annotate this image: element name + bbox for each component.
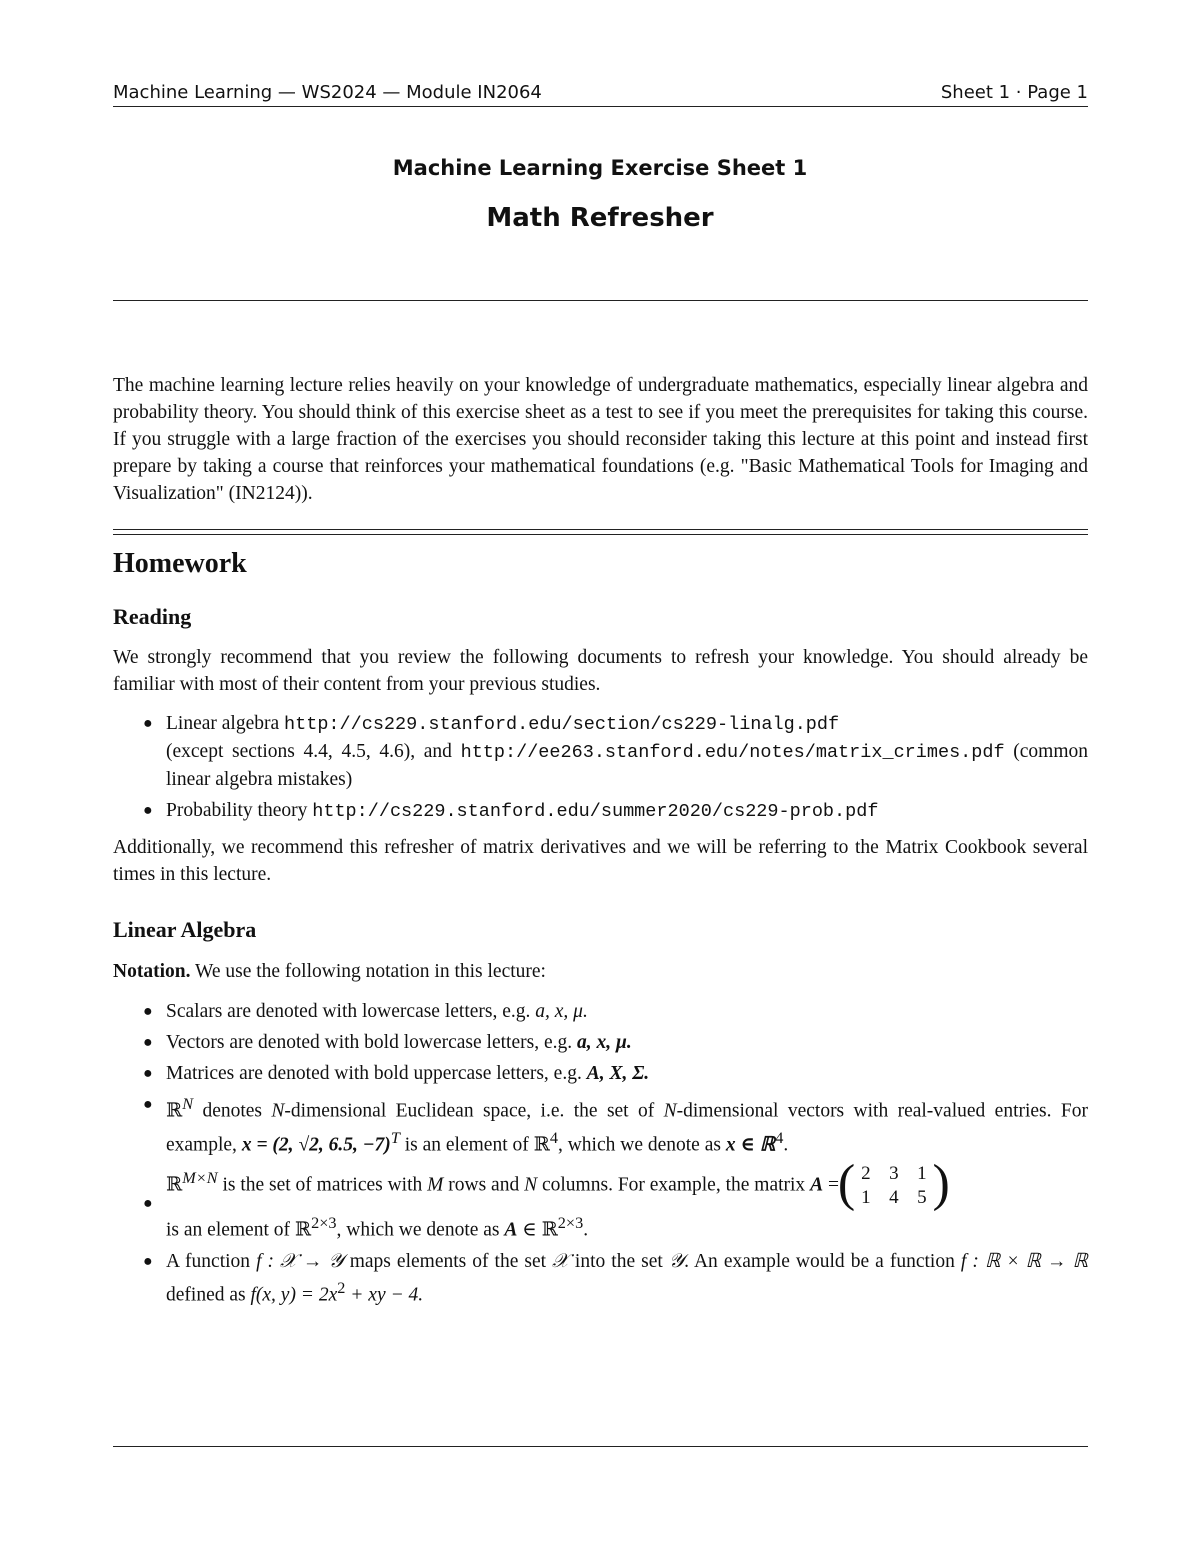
- bullet-icon: ●: [143, 715, 153, 732]
- item-text: , which we denote as: [336, 1219, 505, 1241]
- linalg-link[interactable]: http://cs229.stanford.edu/section/cs229-linalg.pdf: [284, 714, 840, 735]
- math: ∈ ℝ: [517, 1219, 558, 1241]
- matrix-row: [852, 1162, 936, 1186]
- math: a, x, μ.: [576, 1032, 632, 1053]
- example-matrix: [837, 1155, 950, 1212]
- list-item: [113, 797, 1088, 825]
- math: M: [427, 1174, 444, 1196]
- list-item: [113, 1248, 1088, 1309]
- list-item: [113, 1029, 1088, 1056]
- list-item: [113, 710, 1088, 793]
- item-text: Vectors are denoted with bold lowercase letters, e.g.: [166, 1032, 577, 1053]
- item-text: (except sections 4.4, 4.5, 4.6), and: [166, 741, 461, 762]
- math: f(x, y) = 2x: [250, 1284, 338, 1305]
- header-rule: [113, 106, 1088, 107]
- notation-text: We use the following notation in this lecture:: [190, 961, 546, 982]
- math: A, X, Σ.: [586, 1063, 650, 1084]
- list-item: [113, 1091, 1088, 1158]
- math: 𝒳: [552, 1250, 569, 1272]
- prob-link[interactable]: http://cs229.stanford.edu/summer2020/cs229-prob.pdf: [312, 801, 879, 822]
- item-text: -dimensional Euclidean space, i.e. the set of: [284, 1100, 664, 1122]
- math: + xy − 4.: [345, 1284, 424, 1305]
- bullet-icon: ●: [143, 1003, 153, 1020]
- math: T: [390, 1128, 400, 1147]
- matrix-cell: 1: [917, 1163, 927, 1184]
- intro-paragraph: The machine learning lecture relies heavily on your knowledge of undergraduate mathematics, especially linear algebra and probability theory. You should think of this exercise sheet as a test to see if you meet the prerequisites for taking this course. If you struggle with a large fraction of the exercises you should reconsider taking this lecture at this point and instead first prepare by taking a course that reinforces your mathematical foundations (e.g. "Basic Mathematical Tools for Imaging and Visualization" (IN2124)).: [113, 375, 1088, 504]
- item-text: Scalars are denoted with lowercase letters, e.g.: [166, 1001, 536, 1022]
- math: ℝ: [166, 1174, 183, 1196]
- header-course: Machine Learning — WS2024 — Module IN2064: [113, 82, 542, 103]
- matrix-cell: 1: [861, 1187, 871, 1208]
- math: x = (2, √2, 6.5, −7): [241, 1134, 391, 1155]
- math: A: [504, 1219, 518, 1241]
- matrix-cell: 4: [889, 1187, 899, 1208]
- item-text: (common linear algebra mistakes): [166, 741, 1088, 790]
- homework-heading: Homework: [113, 548, 247, 579]
- reading-heading: Reading: [113, 604, 192, 629]
- math: f : ℝ × ℝ → ℝ: [960, 1250, 1088, 1272]
- left-paren: (: [837, 1155, 856, 1212]
- matrix-crimes-link[interactable]: http://ee263.stanford.edu/notes/matrix_crimes.pdf: [460, 742, 1005, 763]
- item-text: , which we denote as: [557, 1134, 726, 1155]
- reading-list: [113, 710, 1088, 825]
- item-text: is the set of matrices with: [217, 1174, 428, 1196]
- list-item: [113, 998, 1088, 1025]
- matrix-row: [852, 1186, 936, 1210]
- math: f : 𝒳 → 𝒴: [256, 1250, 344, 1272]
- math: 4: [549, 1128, 558, 1147]
- math: x ∈ ℝ: [725, 1134, 776, 1155]
- math: 4: [775, 1128, 784, 1147]
- bullet-icon: ●: [143, 1252, 153, 1270]
- bullet-icon: ●: [143, 1065, 153, 1082]
- matrix-cell: 2: [861, 1163, 871, 1184]
- math: ℝ: [166, 1100, 183, 1122]
- sheet-title: Machine Learning Exercise Sheet 1: [392, 156, 808, 180]
- item-label: Linear algebra: [166, 713, 285, 734]
- item-text: A function: [166, 1250, 257, 1272]
- notation-label: Notation.: [113, 961, 191, 982]
- bullet-icon: ●: [143, 1034, 153, 1051]
- matrix-cell: 5: [917, 1187, 927, 1208]
- item-text: .: [783, 1134, 789, 1155]
- sheet-subtitle: Math Refresher: [486, 203, 714, 233]
- item-text: rows and: [443, 1174, 525, 1196]
- footer-rule: [113, 1446, 1088, 1447]
- math: 𝒴: [668, 1250, 685, 1272]
- math: a, x, μ.: [535, 1001, 588, 1022]
- matrix-cell: 3: [889, 1163, 899, 1184]
- notation-intro: [113, 958, 1088, 985]
- reading-outro: Additionally, we recommend this refresher of matrix derivatives and we will be referring to the Matrix Cookbook several times in this lecture.: [113, 837, 1088, 885]
- list-item: [113, 1155, 1088, 1244]
- reading-intro: We strongly recommend that you review the following documents to refresh your knowledge. You should already be familiar with most of their content from your previous studies.: [113, 647, 1088, 695]
- item-text: . An example would be a function: [684, 1250, 961, 1272]
- math: N: [663, 1100, 677, 1122]
- notation-list: [113, 998, 1088, 1308]
- item-text: is an element of ℝ: [399, 1134, 550, 1155]
- item-text: .: [583, 1219, 589, 1241]
- item-label: Probability theory: [166, 800, 313, 821]
- item-text: columns. For example, the matrix: [537, 1174, 811, 1196]
- double-rule-bottom: [113, 534, 1088, 535]
- linear-algebra-heading: Linear Algebra: [113, 917, 257, 942]
- bullet-icon: ●: [143, 1096, 153, 1113]
- title-rule: [113, 300, 1088, 301]
- right-paren: ): [932, 1155, 950, 1212]
- item-text: into the set: [568, 1250, 669, 1272]
- math: A: [810, 1174, 824, 1196]
- bullet-icon: ●: [143, 802, 153, 819]
- item-text: Matrices are denoted with bold uppercase letters, e.g.: [166, 1063, 587, 1084]
- item-text: maps elements of the set: [343, 1250, 553, 1272]
- list-item: [113, 1060, 1088, 1087]
- math: N: [182, 1095, 194, 1113]
- item-text: is an element of ℝ: [166, 1219, 312, 1241]
- bullet-icon: ●: [143, 1195, 153, 1212]
- item-text: denotes: [193, 1100, 272, 1122]
- header-page: Sheet 1 · Page 1: [940, 82, 1088, 103]
- item-text: defined as: [166, 1284, 251, 1305]
- math: N: [524, 1174, 538, 1196]
- math: 2×3: [557, 1214, 584, 1232]
- math: N: [271, 1100, 285, 1122]
- item-text: -dimensional vectors with real-valued entries. For example,: [166, 1100, 1088, 1155]
- math: =: [823, 1174, 844, 1196]
- math: 2: [337, 1278, 346, 1297]
- math: 2×3: [311, 1214, 337, 1232]
- double-rule-top: [113, 529, 1088, 530]
- math: M×N: [182, 1168, 218, 1187]
